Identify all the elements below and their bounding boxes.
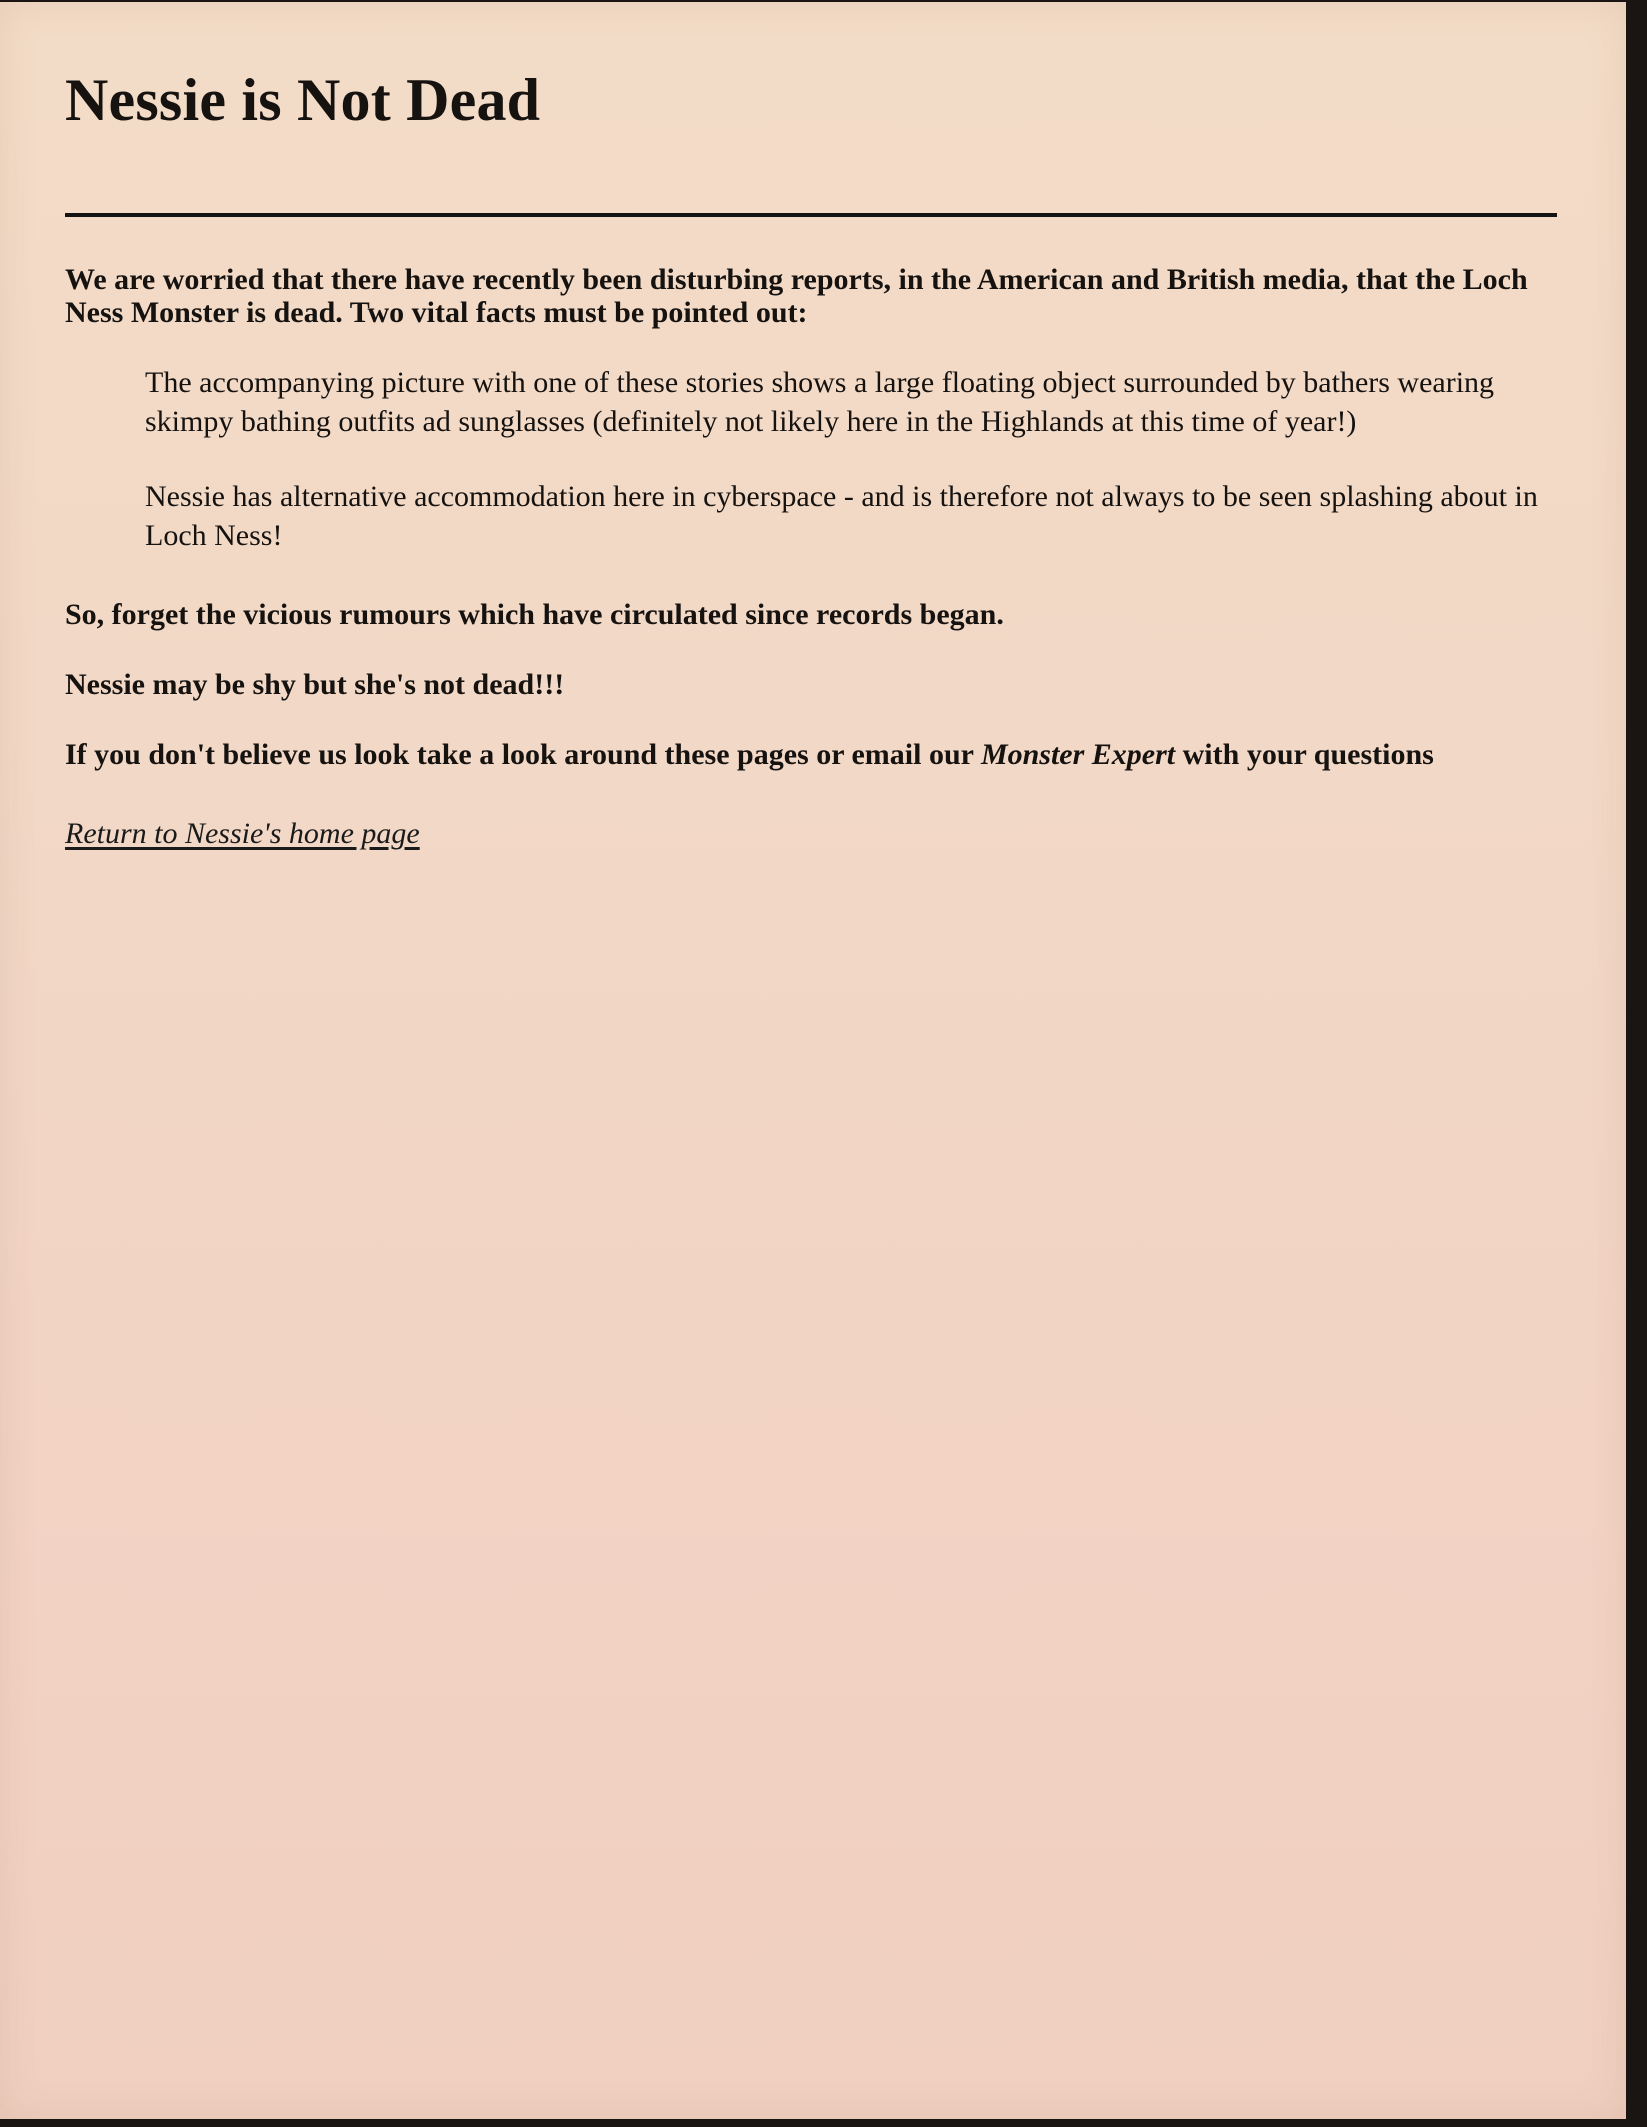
fact-item-cyberspace: Nessie has alternative accommodation here in cyberspace - and is therefore not always to be seen splashing about in Loch Ness!: [145, 480, 1538, 552]
closing-section: [65, 597, 1555, 773]
paper-sheet: [0, 2, 1626, 2119]
intro-paragraph: We are worried that there have recently been disturbing reports, in the American and British media, that the Loch Ness Monster is dead. Two vital facts must be pointed out:: [65, 263, 1528, 329]
closing-email-text: If you don't believe us look take a look around these pages or email our: [65, 738, 981, 771]
page-title: Nessie is Not Dead: [65, 67, 541, 133]
home-page-link[interactable]: Return to Nessie's home page: [65, 817, 420, 850]
closing-email-suffix: with your questions: [1175, 738, 1434, 771]
closing-email: [65, 737, 1555, 773]
facts-list: [145, 363, 1555, 555]
closing-rumours: So, forget the vicious rumours which have circulated since records began.: [65, 598, 1004, 631]
monster-expert-link[interactable]: Monster Expert: [980, 738, 1176, 771]
page-content: [65, 62, 1555, 851]
fact-item-picture: The accompanying picture with one of these stories shows a large floating object surrounded by bathers wearing skimpy bathing outfits ad sunglasses (definitely not likely here in the Highlands at this time of year!): [145, 366, 1495, 438]
closing-not-dead: Nessie may be shy but she's not dead!!!: [65, 668, 565, 701]
horizontal-rule: [65, 213, 1557, 217]
